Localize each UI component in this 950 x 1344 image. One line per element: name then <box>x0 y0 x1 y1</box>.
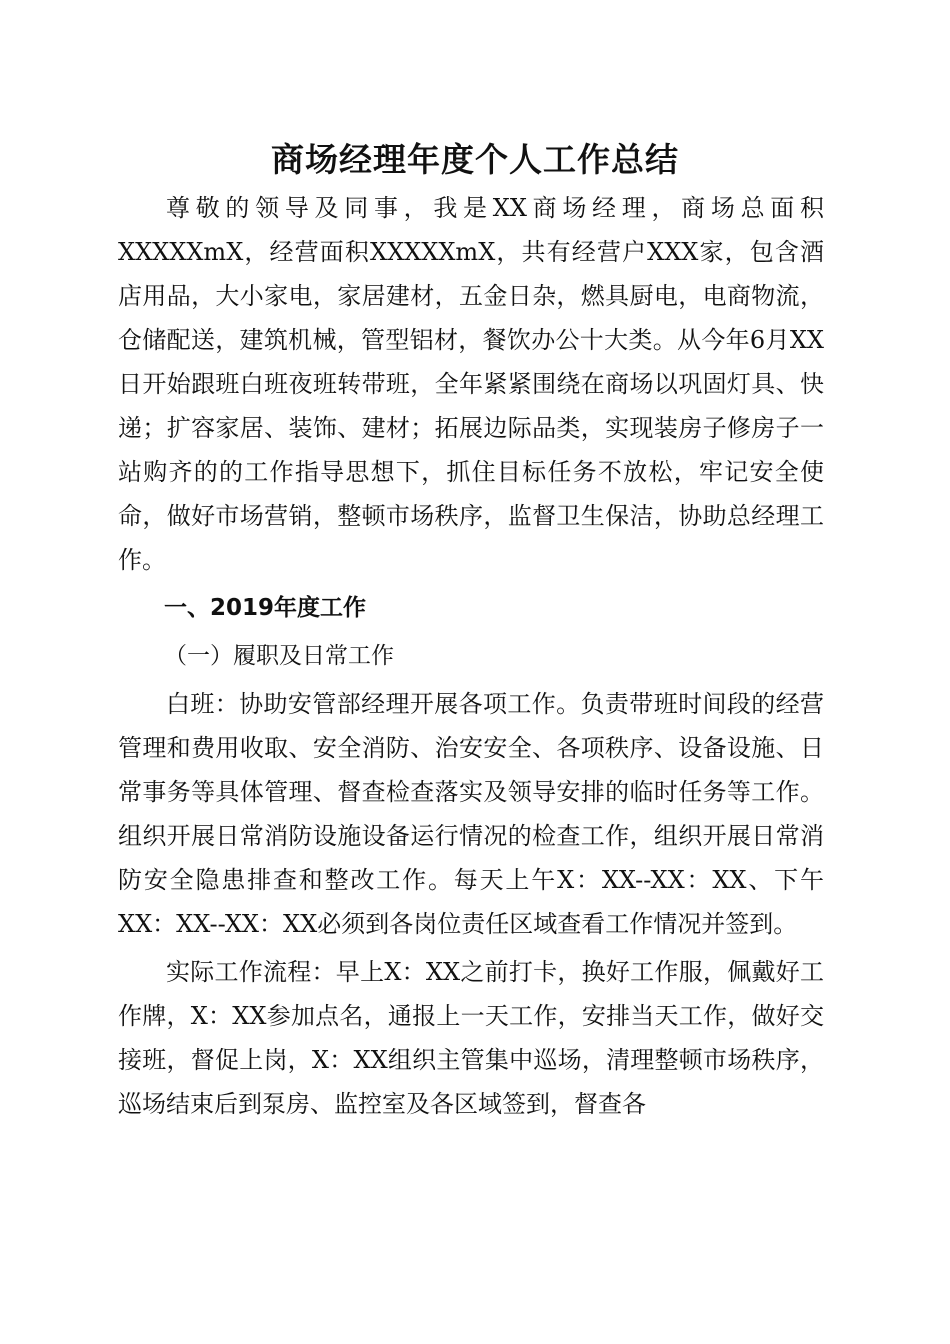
workflow-paragraph: 实际工作流程：早上X：XX之前打卡，换好工作服，佩戴好工作牌，X：XX参加点名，通报上一天工作，安排当天工作，做好交接班，督促上岗，X：XX组织主管集中巡场，清理整顿市场秩序，巡场结束后到泵房、监控室及各区域签到，督查各 <box>118 958 824 1118</box>
subsection-heading: （一）履职及日常工作 <box>164 643 394 669</box>
document-body <box>118 186 824 1126</box>
document-title: 商场经理年度个人工作总结 <box>271 140 679 179</box>
intro-paragraph: 尊敬的领导及同事，我是XX商场经理，商场总面积XXXXXmX，经营面积XXXXXmX，共有经营户XXX家，包含酒店用品，大小家电，家居建材，五金日杂，燃具厨电，电商物流，仓储配送，建筑机械，管型铝材，餐饮办公十大类。从今年6月XX日开始跟班白班夜班转带班，全年紧紧围绕在商场以巩固灯具、快递；扩容家居、装饰、建材；拓展边际品类，实现装房子修房子一站购齐的的工作指导思想下，抓住目标任务不放松，牢记安全使命，做好市场营销，整顿市场秩序，监督卫生保洁，协助总经理工作。 <box>118 194 824 574</box>
day-shift-paragraph: 白班：协助安管部经理开展各项工作。负责带班时间段的经营管理和费用收取、安全消防、治安安全、各项秩序、设备设施、日常事务等具体管理、督查检查落实及领导安排的临时任务等工作。组织开展日常消防设施设备运行情况的检查工作，组织开展日常消防安全隐患排查和整改工作。每天上午X：XX--XX：XX、下午XX：XX--XX：XX必须到各岗位责任区域查看工作情况并签到。 <box>118 690 824 938</box>
section-heading: 一、2019年度工作 <box>164 595 367 621</box>
